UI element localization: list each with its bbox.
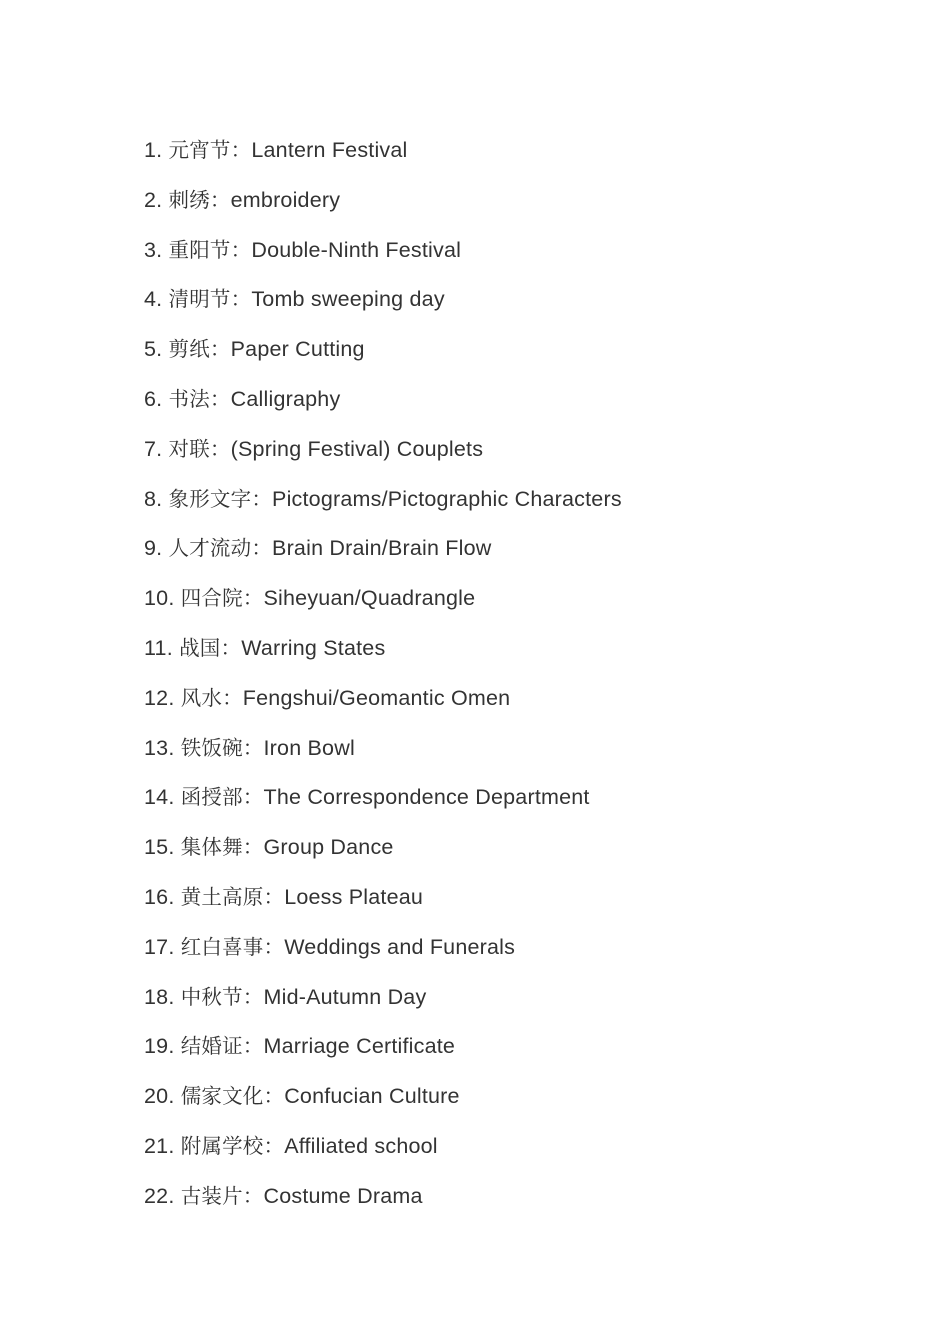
chinese-term: 对联： xyxy=(168,436,231,461)
item-number: 4. xyxy=(144,287,163,312)
list-item xyxy=(144,779,904,829)
english-translation: Double-Ninth Festival xyxy=(251,237,462,262)
chinese-term: 中秋节： xyxy=(180,984,264,1009)
english-translation: Lantern Festival xyxy=(251,138,408,162)
list-item xyxy=(144,630,904,680)
item-number: 7. xyxy=(144,436,163,461)
chinese-term: 集体舞： xyxy=(180,835,264,860)
list-item xyxy=(144,1028,904,1078)
list-item xyxy=(144,530,904,580)
english-translation: The Correspondence Department xyxy=(263,785,590,810)
english-translation: Warring States xyxy=(241,635,386,660)
chinese-term: 红白喜事： xyxy=(180,934,285,959)
english-translation: (Spring Festival) Couplets xyxy=(230,436,484,461)
chinese-term: 战国： xyxy=(179,635,242,660)
english-translation: Weddings and Funerals xyxy=(284,934,516,959)
chinese-term: 附属学校： xyxy=(180,1133,285,1158)
chinese-term: 书法： xyxy=(168,386,231,411)
list-item xyxy=(144,1178,904,1228)
list-item xyxy=(144,1078,904,1128)
list-item xyxy=(144,232,904,282)
chinese-term: 人才流动： xyxy=(168,536,273,561)
english-translation: Mid-Autumn Day xyxy=(263,984,427,1009)
item-number: 1. xyxy=(144,138,163,162)
item-number: 8. xyxy=(144,486,163,511)
list-item xyxy=(144,1128,904,1178)
item-number: 9. xyxy=(144,536,163,561)
item-number: 20. xyxy=(144,1084,175,1109)
list-item xyxy=(144,879,904,929)
list-item xyxy=(144,979,904,1029)
chinese-term: 刺绣： xyxy=(168,187,231,212)
item-number: 16. xyxy=(144,884,175,909)
list-item xyxy=(144,680,904,730)
english-translation: Siheyuan/Quadrangle xyxy=(263,586,476,611)
item-number: 5. xyxy=(144,337,163,362)
list-item xyxy=(144,431,904,481)
item-number: 11. xyxy=(144,635,173,660)
item-number: 22. xyxy=(144,1183,175,1208)
english-translation: Costume Drama xyxy=(263,1183,423,1208)
item-number: 15. xyxy=(144,835,175,860)
chinese-term: 风水： xyxy=(180,685,243,710)
chinese-term: 儒家文化： xyxy=(180,1084,285,1109)
chinese-term: 铁饭碗： xyxy=(180,735,264,760)
chinese-term: 清明节： xyxy=(168,287,252,312)
chinese-term: 结婚证： xyxy=(180,1034,264,1059)
chinese-term: 函授部： xyxy=(180,785,264,810)
item-number: 14. xyxy=(144,785,175,810)
list-item xyxy=(144,580,904,630)
list-item xyxy=(144,381,904,431)
item-number: 19. xyxy=(144,1034,175,1059)
list-item xyxy=(144,481,904,531)
item-number: 12. xyxy=(144,685,175,710)
chinese-term: 象形文字： xyxy=(168,486,273,511)
english-translation: Calligraphy xyxy=(230,386,341,411)
item-number: 6. xyxy=(144,386,163,411)
list-item xyxy=(144,182,904,232)
english-translation: Loess Plateau xyxy=(284,884,424,909)
english-translation: Affiliated school xyxy=(284,1133,438,1158)
document-page xyxy=(144,132,904,1228)
english-translation: Group Dance xyxy=(263,835,394,860)
english-translation: Iron Bowl xyxy=(263,735,355,760)
item-number: 2. xyxy=(144,187,163,212)
english-translation: Confucian Culture xyxy=(284,1084,460,1109)
item-number: 21. xyxy=(144,1133,175,1158)
item-number: 3. xyxy=(144,237,163,262)
chinese-term: 古装片： xyxy=(180,1183,264,1208)
list-item xyxy=(144,281,904,331)
list-item xyxy=(144,331,904,381)
item-number: 13. xyxy=(144,735,175,760)
item-number: 17. xyxy=(144,934,175,959)
list-item xyxy=(144,132,904,182)
english-translation: embroidery xyxy=(230,187,341,212)
item-number: 18. xyxy=(144,984,175,1009)
list-item xyxy=(144,730,904,780)
chinese-term: 重阳节： xyxy=(168,237,252,262)
chinese-term: 元宵节： xyxy=(168,138,252,162)
english-translation: Tomb sweeping day xyxy=(251,287,445,312)
list-item xyxy=(144,829,904,879)
english-translation: Fengshui/Geomantic Omen xyxy=(242,685,511,710)
chinese-term: 四合院： xyxy=(180,586,264,611)
chinese-term: 剪纸： xyxy=(168,337,231,362)
english-translation: Pictograms/Pictographic Characters xyxy=(272,486,622,511)
english-translation: Marriage Certificate xyxy=(263,1034,456,1059)
chinese-term: 黄土高原： xyxy=(180,884,285,909)
english-translation: Brain Drain/Brain Flow xyxy=(272,536,492,561)
item-number: 10. xyxy=(144,586,175,611)
list-item xyxy=(144,929,904,979)
english-translation: Paper Cutting xyxy=(230,337,365,362)
